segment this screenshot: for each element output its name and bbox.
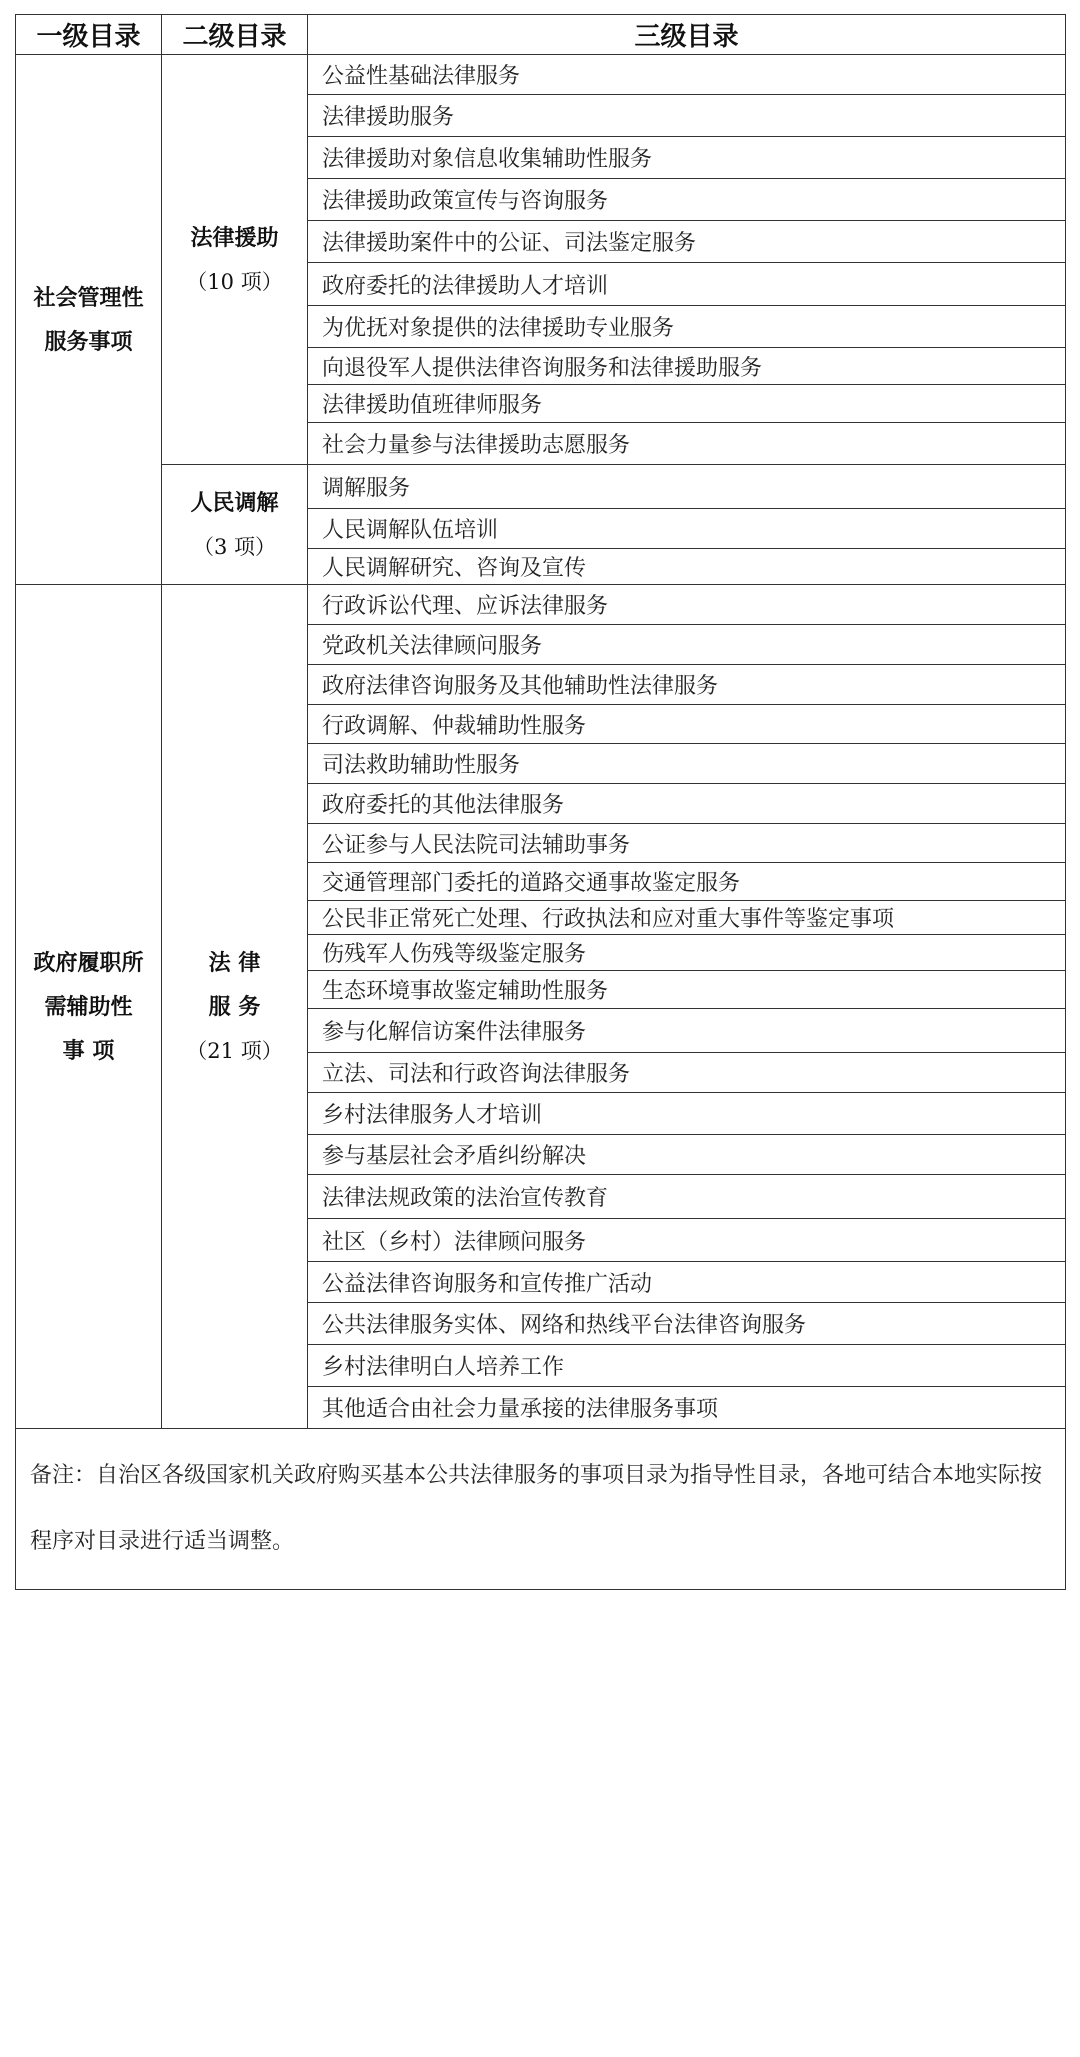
level2-category: [162, 585, 308, 1429]
level2-category: [162, 465, 308, 585]
level2-count: （10 项）: [186, 269, 283, 294]
level3-item: 公益法律咨询服务和宣传推广活动: [308, 1262, 1066, 1303]
level2-count: （3 项）: [192, 534, 277, 559]
service-catalog-table: [15, 14, 1066, 1590]
level3-item: 政府委托的法律援助人才培训: [308, 263, 1066, 306]
level3-item: 公民非正常死亡处理、行政执法和应对重大事件等鉴定事项: [308, 901, 1066, 935]
level3-item: 法律援助对象信息收集辅助性服务: [308, 137, 1066, 179]
header-level3: 三级目录: [308, 15, 1066, 55]
note-text: 备注：自治区各级国家机关政府购买基本公共法律服务的事项目录为指导性目录，各地可结合本地实际按程序对目录进行适当调整。: [16, 1429, 1066, 1590]
level2-label: 法 律 服 务: [208, 949, 261, 1020]
table-row: [16, 585, 1066, 625]
level3-item: 社区（乡村）法律顾问服务: [308, 1219, 1066, 1262]
header-level1: 一级目录: [16, 15, 162, 55]
note-row: [16, 1429, 1066, 1590]
level1-label: 社会管理性 服务事项: [33, 284, 144, 355]
level3-item: 伤残军人伤残等级鉴定服务: [308, 935, 1066, 971]
catalog-sheet: [15, 14, 1065, 2044]
level3-item: 乡村法律明白人培养工作: [308, 1345, 1066, 1387]
header-level2: 二级目录: [162, 15, 308, 55]
level2-category: [162, 55, 308, 465]
level2-count: （21 项）: [186, 1038, 283, 1063]
level3-item: 社会力量参与法律援助志愿服务: [308, 423, 1066, 465]
level2-label: 法律援助: [190, 224, 279, 251]
level3-item: 参与化解信访案件法律服务: [308, 1009, 1066, 1053]
level3-item: 司法救助辅助性服务: [308, 744, 1066, 784]
level3-item: 其他适合由社会力量承接的法律服务事项: [308, 1387, 1066, 1429]
level3-item: 乡村法律服务人才培训: [308, 1093, 1066, 1135]
level3-item: 法律法规政策的法治宣传教育: [308, 1175, 1066, 1219]
level3-item: 为优抚对象提供的法律援助专业服务: [308, 306, 1066, 348]
table-row: [16, 55, 1066, 95]
level3-item: 生态环境事故鉴定辅助性服务: [308, 971, 1066, 1009]
level3-item: 公益性基础法律服务: [308, 55, 1066, 95]
level3-item: 调解服务: [308, 465, 1066, 509]
level3-item: 人民调解队伍培训: [308, 509, 1066, 549]
level3-item: 公共法律服务实体、网络和热线平台法律咨询服务: [308, 1303, 1066, 1345]
level3-item: 行政诉讼代理、应诉法律服务: [308, 585, 1066, 625]
level1-category: [16, 55, 162, 585]
level3-item: 参与基层社会矛盾纠纷解决: [308, 1135, 1066, 1175]
level3-item: 政府法律咨询服务及其他辅助性法律服务: [308, 665, 1066, 705]
table-row: [16, 465, 1066, 509]
level3-item: 行政调解、仲裁辅助性服务: [308, 705, 1066, 744]
level3-item: 党政机关法律顾问服务: [308, 625, 1066, 665]
level3-item: 向退役军人提供法律咨询服务和法律援助服务: [308, 348, 1066, 385]
level3-item: 公证参与人民法院司法辅助事务: [308, 824, 1066, 863]
level3-item: 法律援助服务: [308, 95, 1066, 137]
catalog-body: [16, 55, 1066, 1429]
level3-item: 交通管理部门委托的道路交通事故鉴定服务: [308, 863, 1066, 901]
level3-item: 政府委托的其他法律服务: [308, 784, 1066, 824]
header-row: [16, 15, 1066, 55]
level3-item: 法律援助值班律师服务: [308, 385, 1066, 423]
level1-label: 政府履职所 需辅助性 事 项: [33, 949, 144, 1064]
level1-category: [16, 585, 162, 1429]
level3-item: 立法、司法和行政咨询法律服务: [308, 1053, 1066, 1093]
level2-label: 人民调解: [190, 489, 279, 516]
level3-item: 人民调解研究、咨询及宣传: [308, 549, 1066, 585]
level3-item: 法律援助政策宣传与咨询服务: [308, 179, 1066, 221]
level3-item: 法律援助案件中的公证、司法鉴定服务: [308, 221, 1066, 263]
